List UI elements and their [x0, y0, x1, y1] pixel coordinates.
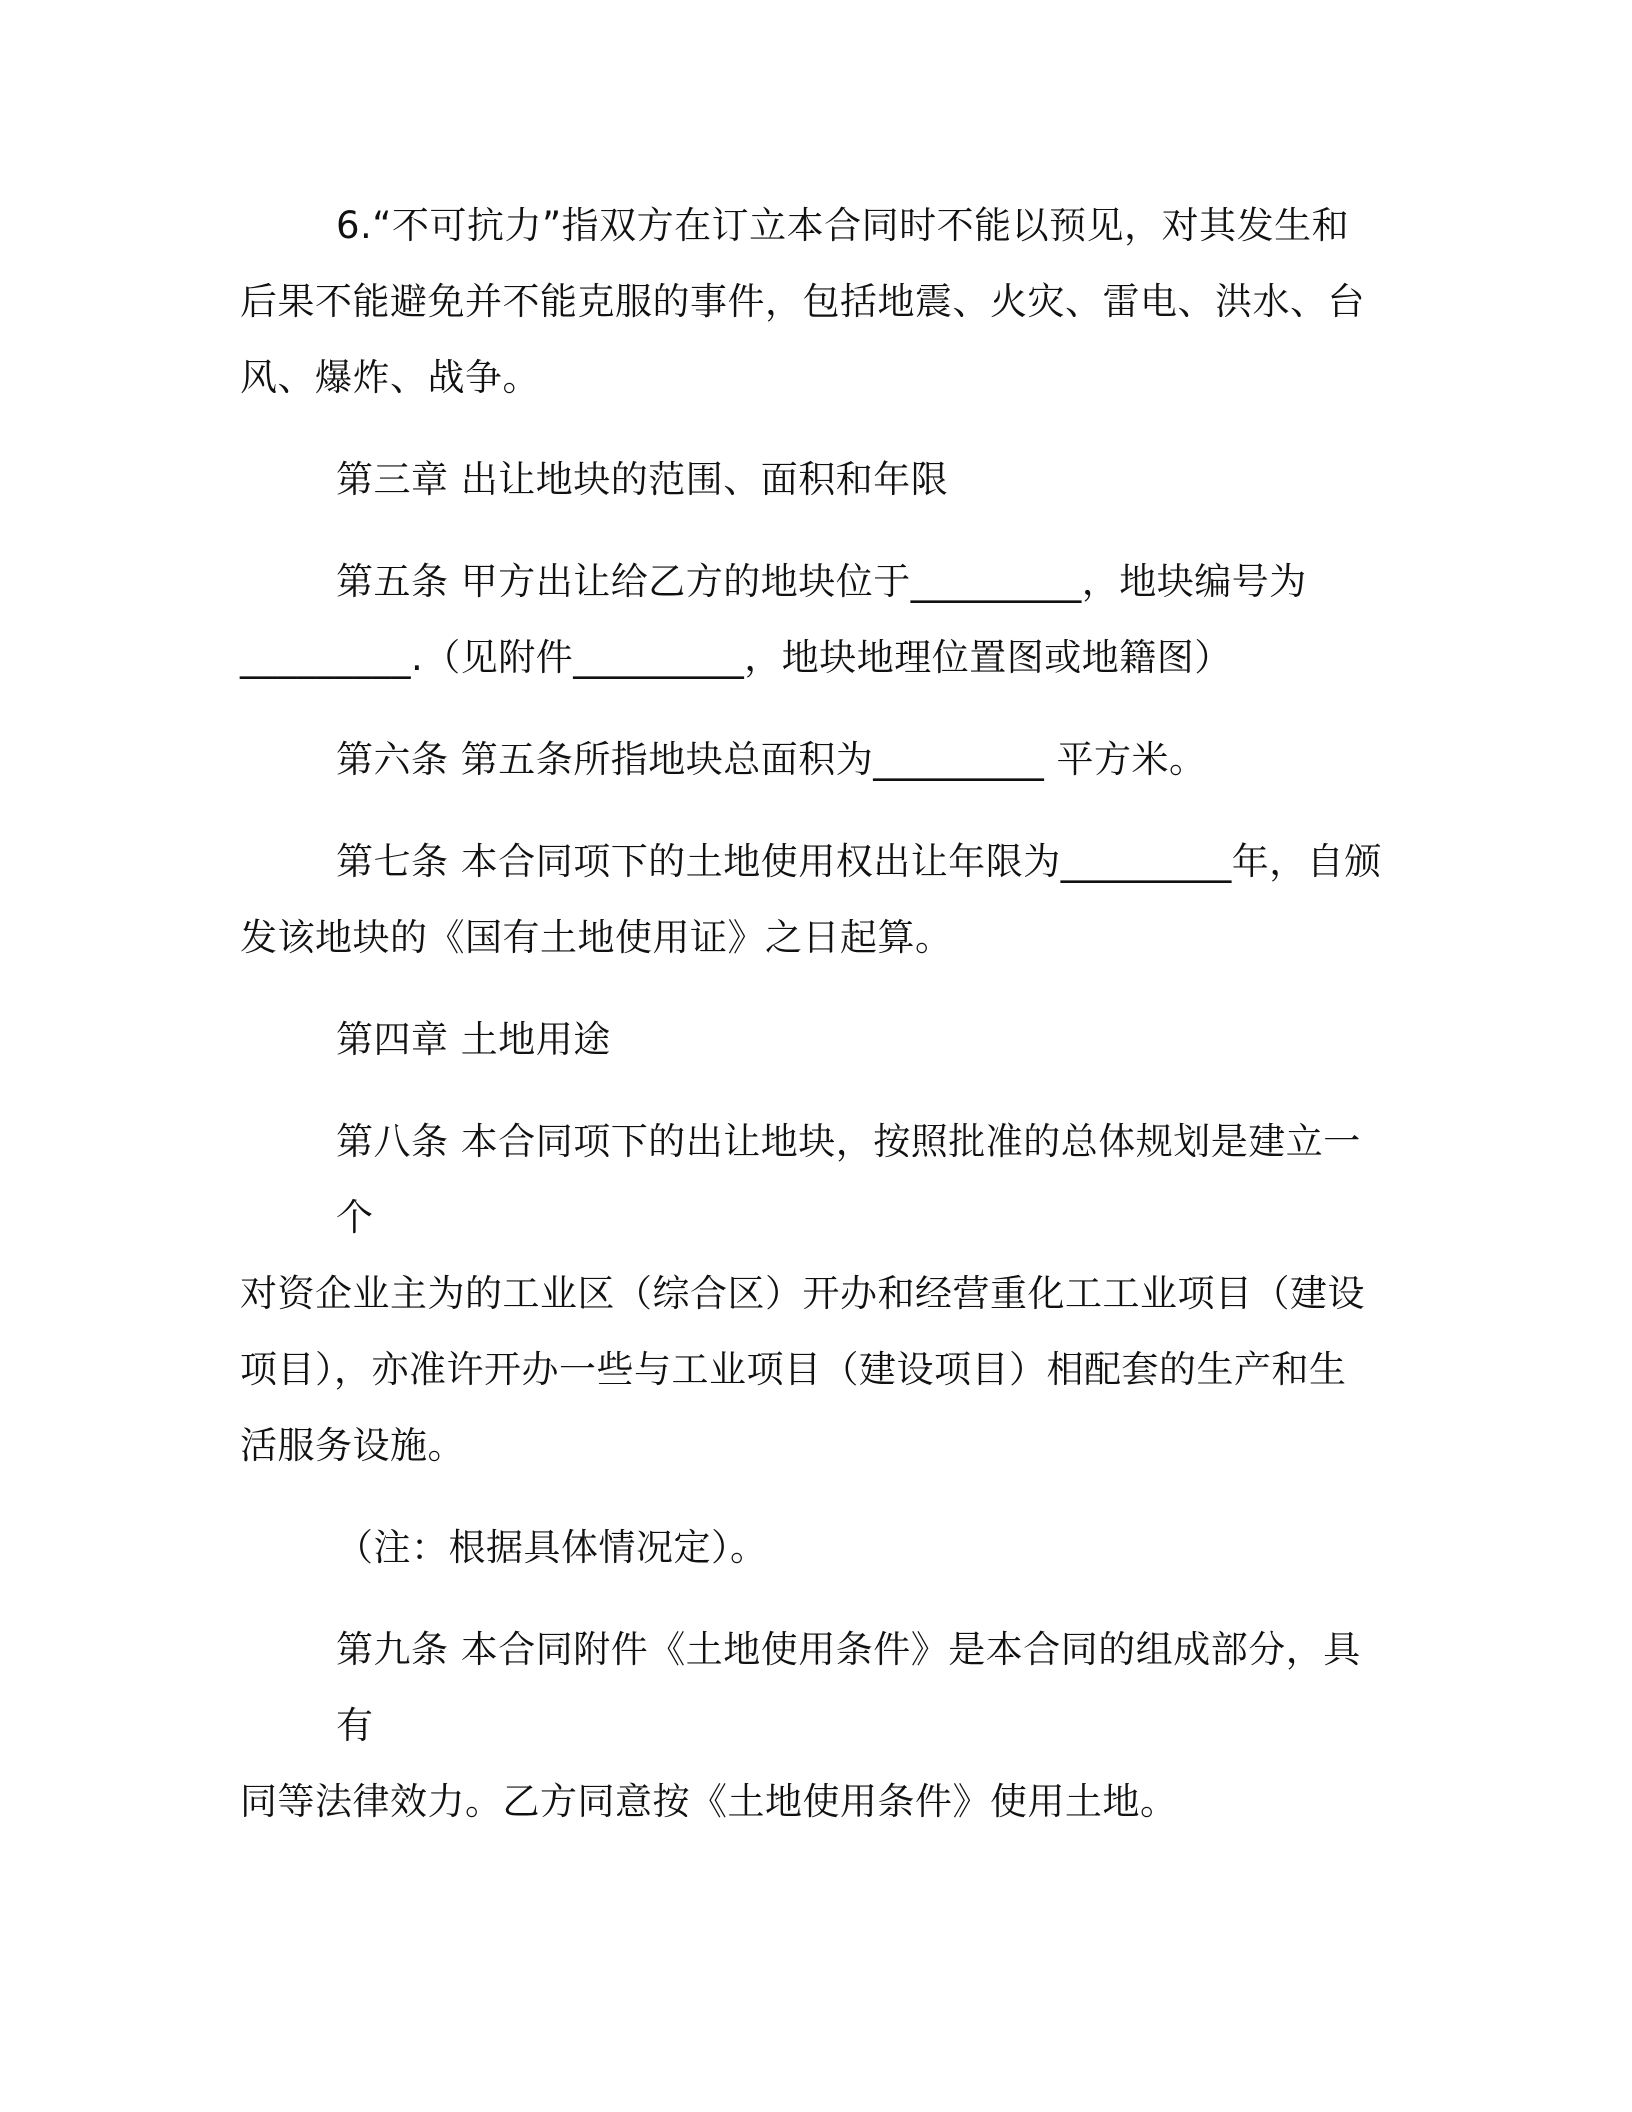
paragraph-line: 第六条 第五条所指地块总面积为_________ 平方米。: [336, 738, 1207, 781]
article-seven: [240, 824, 1390, 976]
chapter-four-heading: [240, 1002, 1390, 1078]
document-body: [240, 188, 1390, 1866]
article-five: [240, 544, 1390, 696]
paragraph-line: 对资企业主为的工业区（综合区）开办和经营重化工工业项目（建设: [240, 1272, 1365, 1315]
clause-force-majeure: [240, 188, 1390, 416]
paragraph-line: 第八条 本合同项下的出让地块，按照批准的总体规划是建立一个: [336, 1120, 1361, 1239]
paragraph-line: 项目），亦准许开办一些与工业项目（建设项目）相配套的生产和生: [240, 1348, 1347, 1391]
paragraph-line: 后果不能避免并不能克服的事件，包括地震、火灾、雷电、洪水、台: [240, 280, 1365, 323]
paragraph-line: 第九条 本合同附件《土地使用条件》是本合同的组成部分，具有: [336, 1628, 1361, 1747]
article-six: [240, 722, 1390, 798]
paragraph-line: 发该地块的《国有土地使用证》之日起算。: [240, 916, 953, 959]
chapter-title: 第四章 土地用途: [336, 1018, 611, 1061]
note-paragraph: [240, 1510, 1390, 1586]
paragraph-line: 活服务设施。: [240, 1424, 465, 1467]
chapter-three-heading: [240, 442, 1390, 518]
chapter-title: 第三章 出让地块的范围、面积和年限: [336, 458, 949, 501]
paragraph-line: 6.“不可抗力”指双方在订立本合同时不能以预见，对其发生和: [336, 204, 1350, 247]
paragraph-line: 第五条 甲方出让给乙方的地块位于_________，地块编号为: [336, 560, 1307, 603]
paragraph-line: 同等法律效力。乙方同意按《土地使用条件》使用土地。: [240, 1780, 1178, 1823]
article-nine: [240, 1612, 1390, 1840]
paragraph-line: 第七条 本合同项下的土地使用权出让年限为_________年，自颁: [336, 840, 1382, 883]
note-text: （注：根据具体情况定）。: [336, 1526, 768, 1569]
article-eight: [240, 1104, 1390, 1484]
paragraph-line: _________.（见附件_________，地块地理位置图或地籍图）: [240, 636, 1232, 679]
paragraph-line: 风、爆炸、战争。: [240, 356, 540, 399]
